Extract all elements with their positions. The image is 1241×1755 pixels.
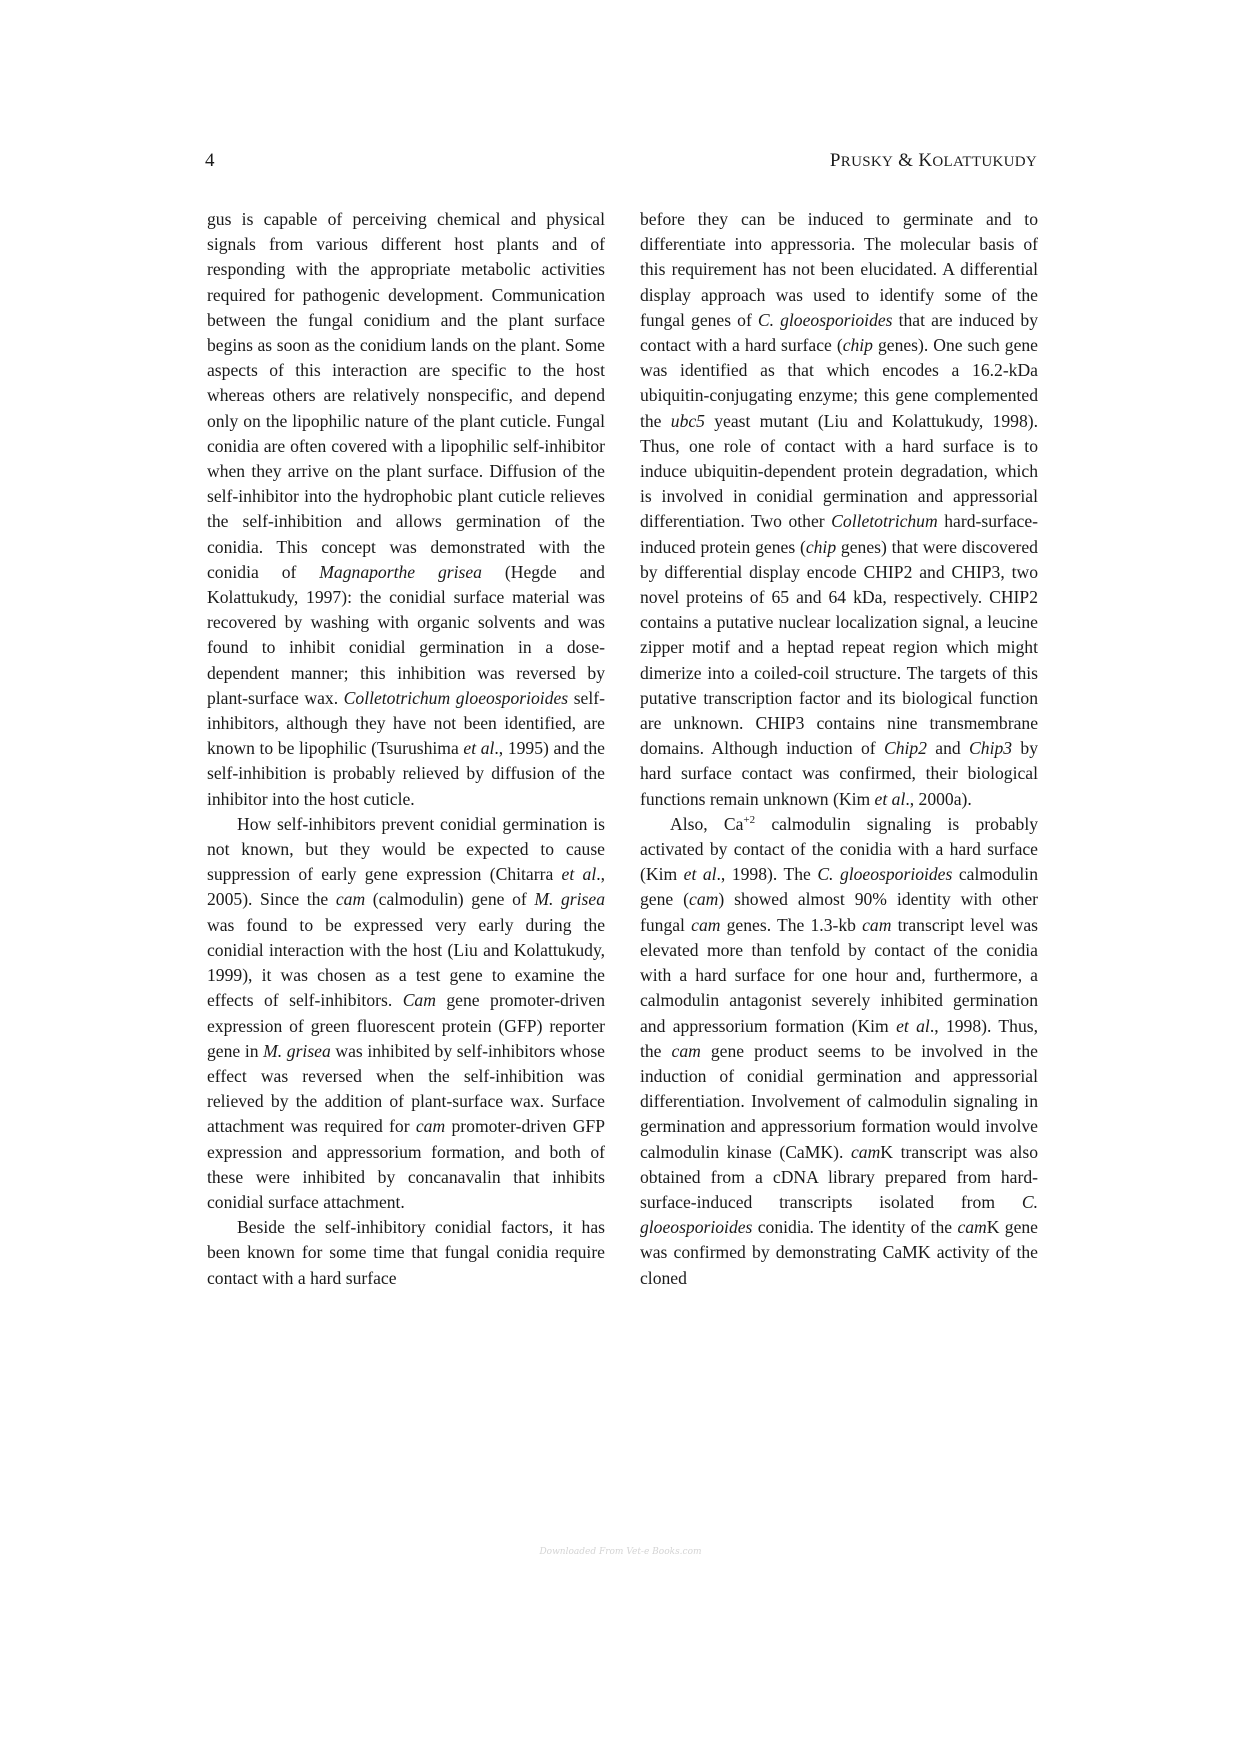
body-paragraph (640, 207, 1038, 812)
italic-text: M. grisea (534, 889, 605, 910)
italic-text: C. gloeosporioides (817, 864, 953, 885)
italic-text: Cam (402, 990, 436, 1011)
text-run: calmodulin gene ( (640, 864, 1038, 910)
text-run: K transcript was also obtained from a cDNA library prepared from hard-surface-induced transcripts isolated from (640, 1141, 1039, 1212)
text-run: K gene was confirmed by demonstrating CaMK activity of the cloned (640, 1217, 1038, 1288)
italic-text: cam (850, 1141, 881, 1162)
italic-text: C. gloeosporioides (640, 1191, 1038, 1238)
running-head: PRUSKY & KOLATTUKUDY (829, 150, 1037, 171)
text-run: was inhibited by self-inhibitors whose effect was reversed when the self-inhibition was relieved by the addition of plant-surface wax. Surface attachment was required for (207, 1040, 605, 1137)
download-watermark: Downloaded From Vet-e Books.com (539, 1547, 702, 1557)
body-paragraph (640, 812, 1038, 1291)
text-run: gus is capable of perceiving chemical and physical signals from various different host plants and of responding with the appropriate metabolic activities required for pathogenic development. Communication between the fungal conidium and the plant surface begins as soon as the conidium lands on the plant. Some aspects of this interaction are specific to the host whereas others are relatively nonspecific, and depend only on the lipophilic nature of the plant cuticle. Fungal conidia are often covered with a lipophilic self-inhibitor when they arrive on the plant surface. Diffusion of the self-inhibitor into the hydrophobic plant cuticle relieves the self-inhibition and allows germination of the conidia. This concept was demonstrated with the conidia of (207, 209, 605, 582)
italic-text: et al (874, 788, 906, 809)
italic-text: cam (862, 914, 892, 935)
body-paragraph (207, 207, 605, 812)
text-run: (Hegde and Kolattukudy, 1997): the conidial surface material was recovered by washing with organic solvents and was found to inhibit conidial germination in a dose-dependent manner; this inhibition was reversed by plant-surface wax. (207, 561, 605, 708)
italic-text: cam (691, 914, 721, 935)
italic-text: C. gloeosporioides (757, 309, 893, 330)
italic-text: Colletotrichum gloeosporioides (343, 687, 569, 708)
text-run: Also, Ca (670, 813, 744, 834)
italic-text: cam (335, 889, 366, 910)
italic-text: cam (957, 1217, 987, 1238)
italic-text: Chip2 (883, 738, 927, 759)
text-run: Beside the self-inhibitory conidial factors, it has been known for some time that fungal conidia require contact with a hard surface (207, 1217, 605, 1288)
italic-text: ubc5 (670, 410, 705, 431)
right-column (640, 207, 1038, 1291)
italic-text: Colletotrichum (831, 511, 938, 532)
italic-text: cam (671, 1040, 701, 1061)
italic-text: Magnaporthe grisea (319, 561, 482, 582)
text-run: gene promoter-driven expression of green fluorescent protein (GFP) reporter gene in (207, 990, 605, 1061)
text-run: ., 1998). Thus, the (640, 1015, 1039, 1061)
italic-text: et al (463, 738, 495, 759)
text-run: ., 1998). The (716, 864, 818, 885)
text-run: genes) that were discovered by differential display encode CHIP2 and CHIP3, two novel proteins of 65 and 64 kDa, respectively. CHIP2 contains a putative nuclear localization signal, a leucine zipper motif and a heptad repeat region which might dimerize into a coiled-coil structure. The targets of this putative transcription factor and its biological function are unknown. CHIP3 contains nine transmembrane domains. Although induction of (640, 536, 1038, 759)
text-run: calmodulin signaling is probably activated by contact of the conidia with a hard surface (Kim (640, 813, 1039, 885)
italic-text: cam (689, 889, 719, 910)
text-run: ) showed almost 90% identity with other fungal (640, 889, 1038, 935)
text-run: gene product seems to be involved in the induction of conidial germination and appressorial differentiation. Involvement of calmodulin signaling in germination and appressorium formation would involve calmodulin kinase (CaMK). (640, 1040, 1038, 1162)
text-run: promoter-driven GFP expression and appressorium formation, and both of these were inhibited by concanavalin that inhibits conidial surface attachment. (207, 1116, 606, 1212)
italic-text: M. grisea (263, 1040, 331, 1061)
text-run: genes). One such gene was identified as that which encodes a 16.2-kDa ubiquitin-conjugating enzyme; this gene complemented the (640, 335, 1038, 431)
italic-text: et al (683, 864, 717, 885)
text-run: ., 2005). Since the (207, 864, 606, 910)
text-run: genes. The 1.3-kb (720, 914, 863, 935)
text-run: self-inhibitors, although they have not been identified, are known to be lipophilic (Tsurushima (207, 687, 605, 759)
text-run: that are induced by contact with a hard surface ( (640, 309, 1038, 356)
text-run: conidia. The identity of the (752, 1217, 958, 1238)
text-run: yeast mutant (Liu and Kolattukudy, 1998). Thus, one role of contact with a hard surface is to induce ubiquitin-dependent protein degradation, which is involved in conidial germination and appressorial differentiation. Two other (640, 410, 1038, 532)
text-run: was found to be expressed very early during the conidial interaction with the host (Liu and Kolattukudy, 1999), it was chosen as a test gene to examine the effects of self-inhibitors. (207, 914, 605, 1011)
italic-text: cam (415, 1116, 446, 1137)
text-run: ., 2000a). (905, 788, 972, 809)
text-run: ., 1995) and the self-inhibition is probably relieved by diffusion of the inhibitor into the host cuticle. (207, 738, 605, 809)
italic-text: chip (842, 335, 873, 356)
body-paragraph (207, 812, 605, 1215)
text-run: transcript level was elevated more than tenfold by contact of the conidia with a hard surface for one hour and, furthermore, a calmodulin antagonist severely inhibited germination and appressorium formation (Kim (640, 914, 1038, 1036)
text-run: by hard surface contact was confirmed, their biological functions remain unknown (Kim (640, 738, 1038, 809)
body-paragraph (207, 1215, 605, 1291)
text-run: (calmodulin) gene of (365, 889, 535, 910)
superscript-text: +2 (743, 814, 756, 827)
italic-text: Chip3 (969, 738, 1013, 759)
text-run: and (926, 738, 970, 759)
italic-text: chip (805, 536, 837, 557)
text-run: How self-inhibitors prevent conidial germination is not known, but they would be expected to cause suppression of early gene expression (Chitarra (207, 813, 605, 885)
page-number: 4 (205, 150, 215, 171)
text-run: before they can be induced to germinate and to differentiate into appressoria. The molecular basis of this requirement has not been elucidated. A differential display approach was used to identify some of the fungal genes of (640, 209, 1038, 330)
page-header (205, 150, 1037, 178)
left-column (207, 207, 605, 1291)
italic-text: et al (896, 1015, 930, 1036)
text-run: hard-surface-induced protein genes ( (640, 511, 1038, 557)
italic-text: et al (561, 864, 597, 885)
